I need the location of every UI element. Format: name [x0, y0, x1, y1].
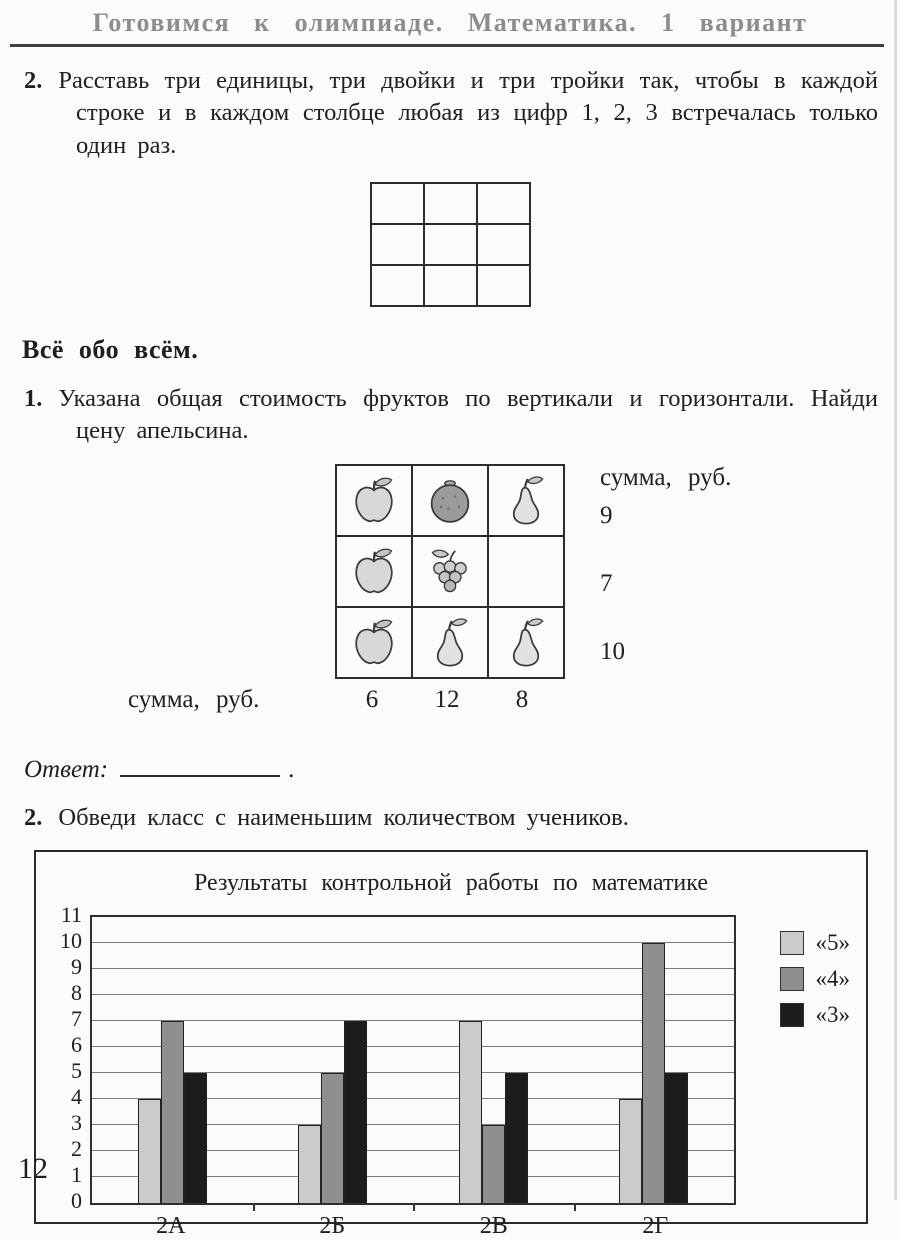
chart-plot-area — [90, 915, 736, 1205]
bar-«4»-2А — [161, 1021, 184, 1203]
chart-title: Результаты контрольной работы по математике — [194, 869, 708, 896]
legend-swatch — [780, 1003, 804, 1027]
task-top-number: 2. — [24, 67, 43, 94]
answer-line — [24, 750, 900, 784]
bar-«5»-2Г — [619, 1099, 642, 1203]
fruit-row — [336, 536, 564, 607]
digits-grid-cell — [371, 265, 424, 306]
y-tick-label: 5 — [71, 1057, 82, 1083]
chart-body — [48, 901, 736, 1213]
y-tick-label: 10 — [60, 927, 82, 953]
task1-text: Указана общая стоимость фруктов по вертикали и горизонтали. Найди цену апельсина. — [58, 384, 878, 445]
digits-grid-cell — [477, 224, 530, 265]
legend-swatch — [780, 967, 804, 991]
page-header — [0, 0, 900, 47]
x-tick-label: 2Б — [319, 1212, 346, 1239]
chart-frame — [34, 850, 868, 1239]
digits-grid-cell — [424, 265, 477, 306]
apple-icon — [336, 607, 412, 678]
x-tick-label: 2Г — [642, 1212, 669, 1239]
bar-«3»-2Б — [344, 1021, 367, 1203]
row-sum-value: 7 — [600, 569, 613, 597]
legend-item — [780, 930, 851, 956]
task-top-text: Расставь три единицы, три двойки и три тройки так, чтобы в каждой строке и в каждом столбце любая из цифр 1, 2, 3 встречалась только один раз. — [58, 67, 878, 159]
legend-label: «5» — [815, 929, 850, 955]
y-tick-label: 9 — [71, 953, 82, 979]
y-tick-label: 7 — [71, 1005, 82, 1031]
digits-grid — [370, 182, 531, 307]
row-sum-value: 10 — [600, 637, 625, 665]
apple-icon — [336, 465, 412, 536]
answer-label: Ответ: — [24, 755, 109, 783]
bar-«3»-2Г — [665, 1073, 688, 1203]
col-sum-value: 12 — [434, 685, 460, 713]
fruit-row — [336, 465, 564, 536]
answer-blank — [120, 750, 280, 777]
y-tick-label: 1 — [71, 1161, 82, 1187]
header-rule — [10, 44, 884, 47]
digits-grid-cell — [371, 183, 424, 224]
legend-item — [780, 966, 851, 992]
bar-«5»-2В — [459, 1021, 482, 1203]
x-tick-label: 2А — [156, 1212, 186, 1239]
digits-grid-cell — [477, 183, 530, 224]
chart-x-labels — [90, 1213, 736, 1240]
bar-group-2Г — [619, 917, 688, 1203]
pear-icon — [412, 607, 488, 678]
apple-icon — [336, 536, 412, 607]
answer-suffix: . — [288, 755, 295, 783]
y-tick-label: 8 — [71, 979, 82, 1005]
fruit-table — [335, 464, 565, 679]
fruit-puzzle — [0, 464, 900, 726]
task2-number: 2. — [24, 803, 43, 831]
page-number: 12 — [18, 1152, 48, 1185]
orange-icon — [412, 465, 488, 536]
chart-groups — [92, 917, 734, 1203]
bar-«4»-2В — [482, 1125, 505, 1203]
col-sum-value: 6 — [365, 685, 379, 713]
bar-«4»-2Г — [642, 943, 665, 1203]
fruit-row — [336, 607, 564, 678]
task2-paragraph — [24, 802, 878, 834]
digits-grid-row — [371, 224, 530, 265]
y-tick-label: 0 — [71, 1187, 82, 1213]
legend-item — [780, 1002, 851, 1028]
y-tick-label: 2 — [71, 1135, 82, 1161]
y-tick-label: 6 — [71, 1031, 82, 1057]
pear-icon — [488, 607, 564, 678]
bar-«5»-2Б — [298, 1125, 321, 1203]
digits-grid-cell — [424, 224, 477, 265]
bar-«5»-2А — [138, 1099, 161, 1203]
x-axis-tick — [574, 1203, 576, 1211]
task2-text: Обведи класс с наименьшим количеством учеников. — [58, 803, 629, 831]
legend-label: «4» — [815, 965, 850, 991]
task1-paragraph — [24, 383, 878, 448]
y-tick-label: 3 — [71, 1109, 82, 1135]
row-sums — [600, 464, 860, 676]
bar-group-2В — [459, 917, 528, 1203]
digits-grid-row — [371, 183, 530, 224]
digits-grid-row — [371, 265, 530, 306]
task1-number: 1. — [24, 384, 43, 412]
page-header-title: Готовимся к олимпиаде. Математика. 1 вариант — [92, 8, 808, 37]
bar-group-2Б — [298, 917, 367, 1203]
task-top-paragraph — [24, 65, 878, 162]
x-tick-label: 2В — [479, 1212, 508, 1239]
row-sum-value: 9 — [600, 501, 613, 529]
col-sum-value: 8 — [515, 685, 529, 713]
chart-y-axis — [48, 901, 90, 1213]
bar-group-2А — [138, 917, 207, 1203]
section-heading: Всё обо всём. — [22, 334, 199, 364]
digits-grid-cell — [424, 183, 477, 224]
x-axis-tick — [413, 1203, 415, 1211]
bar-«3»-2В — [505, 1073, 528, 1203]
legend-swatch — [780, 931, 804, 955]
chart-legend — [780, 930, 851, 1028]
digits-grid-cell — [477, 265, 530, 306]
row-sums-label: сумма, руб. — [600, 463, 732, 491]
pear-icon — [488, 465, 564, 536]
col-sums-label: сумма, руб. — [128, 685, 260, 713]
x-axis-tick — [253, 1203, 255, 1211]
y-tick-label: 4 — [71, 1083, 82, 1109]
legend-label: «3» — [815, 1001, 850, 1027]
grapes-icon — [412, 536, 488, 607]
digits-grid-cell — [371, 224, 424, 265]
bar-«3»-2А — [184, 1073, 207, 1203]
y-tick-label: 11 — [60, 901, 82, 927]
bar-«4»-2Б — [321, 1073, 344, 1203]
fruit-cell-empty — [488, 536, 564, 607]
